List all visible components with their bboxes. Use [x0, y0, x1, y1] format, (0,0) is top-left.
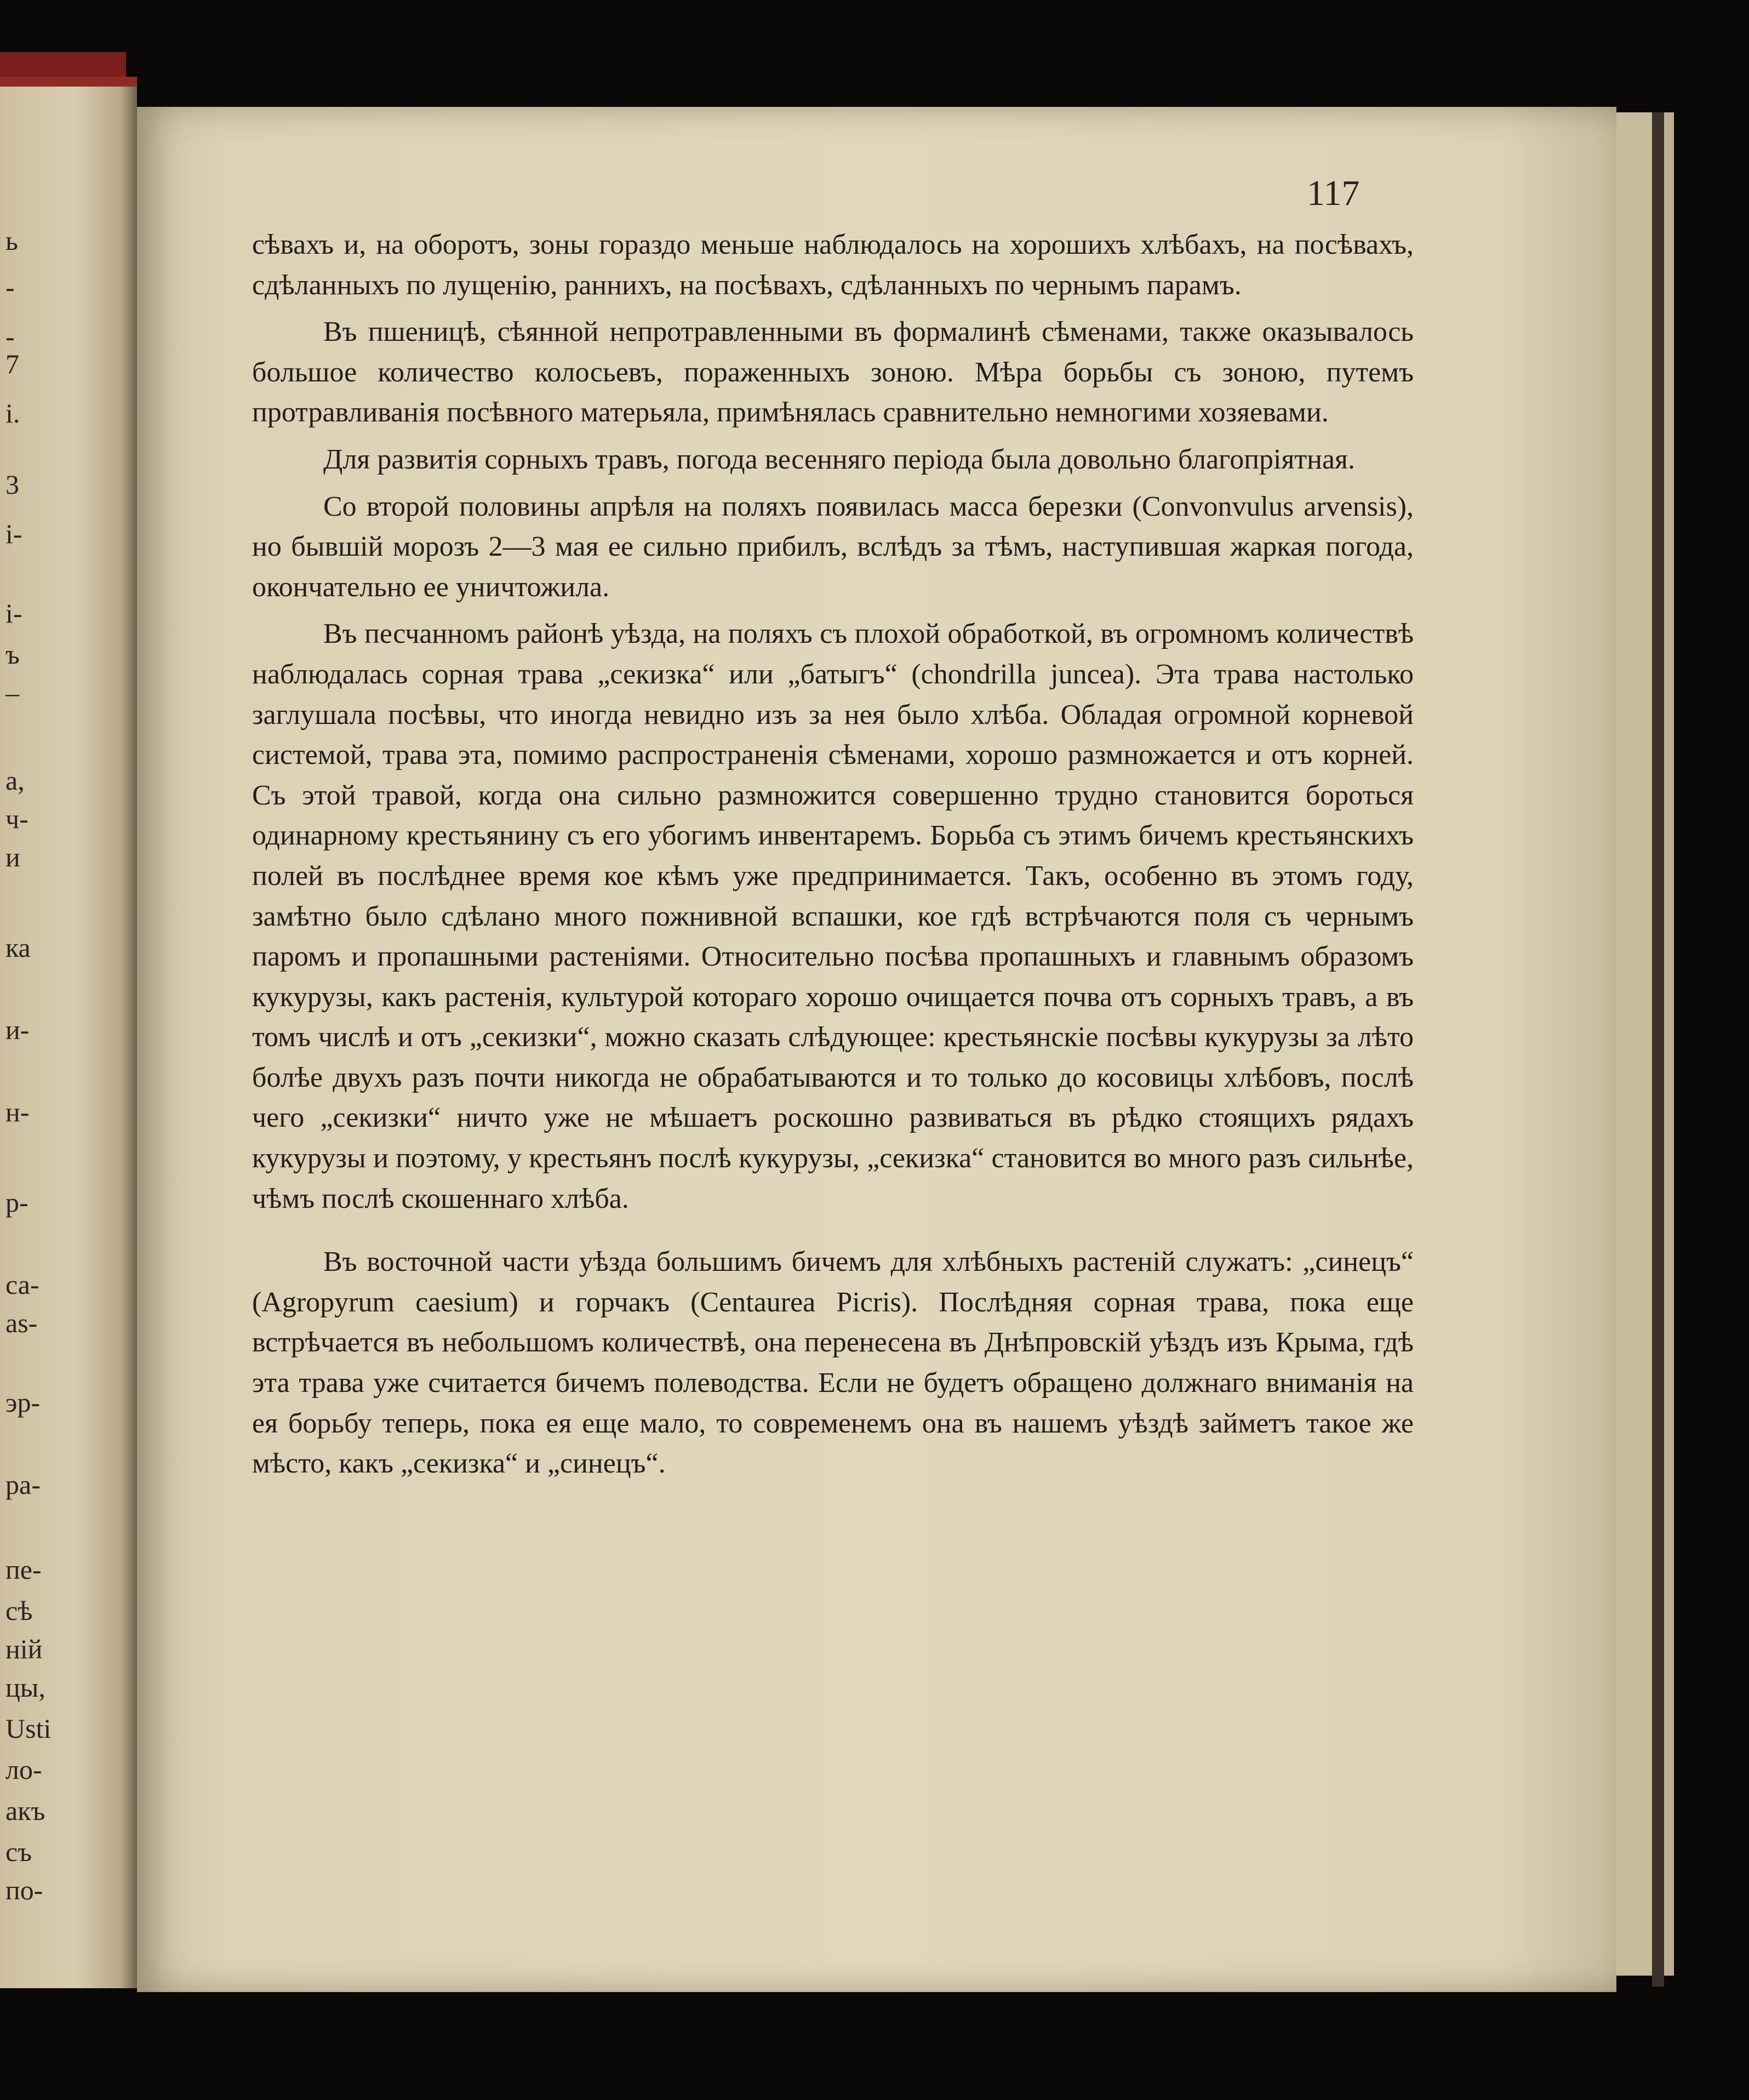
fragment: 3 [5, 469, 19, 500]
fragment: 7 [5, 349, 19, 379]
fragment: акъ [5, 1795, 45, 1826]
fragment: - [5, 272, 15, 303]
fragment: – [5, 677, 19, 708]
paragraph-bindweed: Со второй половины апрѣля на поляхъ появилась масса березки (Convonvulus arvensis), но бывшій морозъ 2—3 мая ее сильно прибилъ, вслѣдъ за тѣмъ, наступившая жаркая погода, окончательно ее уничтожила. [252, 490, 1414, 603]
fragment: ка [5, 932, 31, 963]
fragment: и- [5, 1014, 30, 1045]
fragment: і. [5, 398, 20, 429]
page-stack-shadow [1652, 112, 1664, 1987]
fragment: и [5, 842, 20, 872]
paragraph-continued: сѣвахъ и, на оборотъ, зоны гораздо меньше наблюдалось на хорошихъ хлѣбахъ, на посѣвахъ, сдѣланныхъ по лущенію, раннихъ, на посѣвахъ, сдѣланныхъ по чернымъ парамъ. [252, 229, 1414, 301]
fragment: са- [5, 1269, 39, 1300]
fragment: і- [5, 518, 22, 549]
fragment: по- [5, 1875, 43, 1905]
fragment: і- [5, 598, 22, 629]
page-stack-edge [1664, 112, 1674, 1976]
paragraph-wheat-smut: Въ пшеницѣ, сѣянной непротравленными въ формалинѣ сѣменами, также оказывалось большое количество колосьевъ, пораженныхъ зоною. Мѣра борьбы съ зоною, путемъ протравливанія посѣвного матерьяла, примѣнялась сравнительно немногими хозяевами. [252, 316, 1414, 429]
fragment: ъ [5, 639, 20, 670]
previous-page-fragments [5, 181, 126, 1934]
page-body [252, 225, 1414, 1491]
fragment: - [5, 321, 15, 352]
paragraph-eastern-district: Въ восточной части уѣзда большимъ бичемъ для хлѣбныхъ растеній служатъ: „синецъ“ (Agropyrum caesium) и горчакъ (Centaurea Picris). Послѣдняя сорная трава, пока еще встрѣчается въ небольшомъ количествѣ, она перенесена въ Днѣпровскій уѣздъ изъ Крыма, гдѣ эта трава уже считается бичемъ полеводства. Если не будетъ обращено должнаго вниманія на ея борьбу теперь, пока ея еще мало, то современемъ она въ нашемъ уѣздѣ займетъ такое же мѣсто, какъ „секизка“ и „синецъ“. [252, 1246, 1414, 1480]
fragment: ч- [5, 803, 28, 834]
fragment: пе- [5, 1554, 42, 1585]
fragment: эр- [5, 1387, 41, 1418]
fragment: н- [5, 1097, 30, 1127]
fragment: съ [5, 1836, 32, 1867]
fragment: ло- [5, 1754, 42, 1785]
fragment: ній [5, 1634, 43, 1664]
fragment: ь [5, 225, 18, 256]
paragraph-sekizka: Въ песчанномъ районѣ уѣзда, на поляхъ съ плохой обработкой, въ огромномъ количествѣ наблюдалась сорная трава „секизка“ или „батыгъ“ (chondrilla juncea). Эта трава настолько заглушала посѣвы, что иногда невидно изъ за нея было хлѣба. Обладая огромной корневой системой, трава эта, помимо распространенія сѣменами, хорошо размножается и отъ корней. Съ этой травой, когда она сильно размножится совершенно трудно становится бороться одинарному крестьянину съ его убогимъ инвентаремъ. Борьба съ этимъ бичемъ крестьянскихъ полей въ послѣднее время кое кѣмъ уже предпринимается. Такъ, особенно въ этомъ году, замѣтно было сдѣлано много пожнивной вспашки, кое гдѣ встрѣчаются поля съ чернымъ паромъ и пропашными растеніями. Относительно посѣва пропашныхъ и главнымъ образомъ кукурузы, какъ растенія, культурой котораго хорошо очищается почва отъ сорныхъ травъ, а въ томъ числѣ и отъ „секизки“, можно сказать слѣдующее: крестьянскіе посѣвы кукурузы за лѣто болѣе двухъ разъ почти никогда не обрабатываются и то только до косовицы хлѣбовъ, послѣ чего „секизки“ ничто уже не мѣшаетъ роскошно развиваться въ рѣдко стоящихъ рядахъ кукурузы и поэтому, у крестьянъ послѣ кукурузы, „секизка“ становится во много разъ сильнѣе, чѣмъ послѣ скошеннаго хлѣба. [252, 618, 1414, 1214]
fragment: р- [5, 1187, 28, 1218]
page-number: 117 [1307, 173, 1360, 213]
fragment: цы, [5, 1672, 45, 1703]
paragraph-weeds-weather: Для развитія сорныхъ травъ, погода весенняго періода была довольно благопріятная. [323, 443, 1355, 475]
fragment: сѣ [5, 1595, 33, 1626]
fragment: ра- [5, 1469, 41, 1500]
fragment: Usti [5, 1713, 52, 1744]
fragment: as- [5, 1308, 38, 1338]
fragment: а, [5, 765, 25, 796]
